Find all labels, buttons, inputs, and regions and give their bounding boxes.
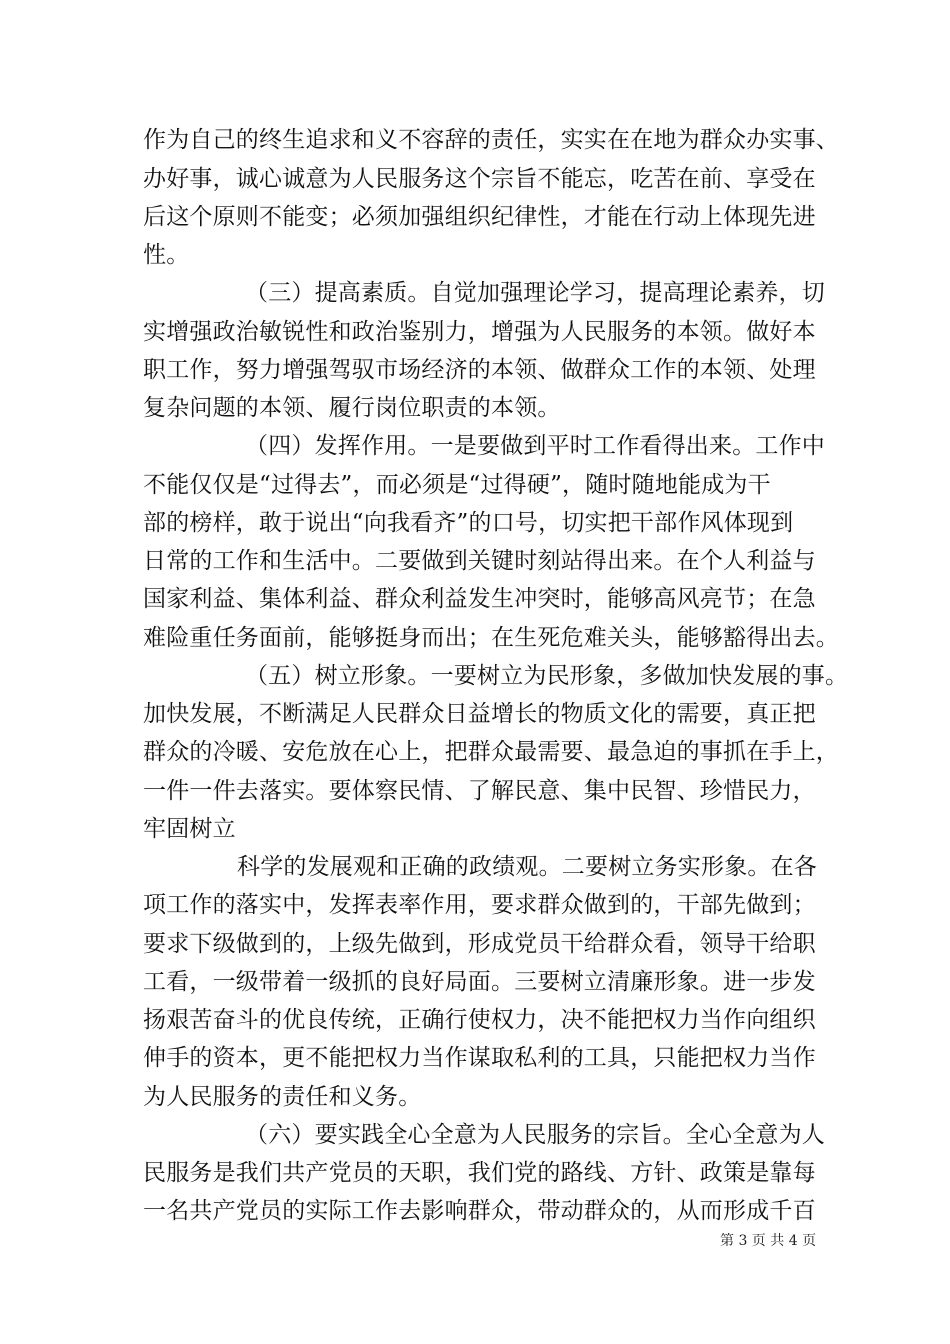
text-line: 项工作的落实中，发挥表率作用，要求群众做到的，干部先做到； xyxy=(143,892,816,918)
text-line: 复杂问题的本领、履行岗位职责的本领。 xyxy=(143,395,561,421)
text-line: 日常的工作和生活中。二要做到关键时刻站得出来。在个人利益与 xyxy=(143,548,816,574)
section-6-heading-line: （六）要实践全心全意为人民服务的宗旨。全心全意为人 xyxy=(245,1122,825,1148)
text-line: 工看，一级带着一级抓的良好局面。三要树立清廉形象。进一步发 xyxy=(143,969,816,995)
text-line: 要求下级做到的，上级先做到，形成党员干给群众看，领导干给职 xyxy=(143,931,816,957)
section-3-heading-line: （三）提高素质。自觉加强理论学习，提高理论素养，切 xyxy=(245,280,825,306)
text-line: 后这个原则不能变；必须加强组织纪律性，才能在行动上体现先进 xyxy=(143,204,816,230)
text-line: 加快发展，不断满足人民群众日益增长的物质文化的需要，真正把 xyxy=(143,701,816,727)
text-line: 不能仅仅是“过得去”，而必须是“过得硬”，随时随地能成为干 xyxy=(143,472,771,498)
text-line: 伸手的资本，更不能把权力当作谋取私利的工具，只能把权力当作 xyxy=(143,1045,816,1071)
text-line: 一件一件去落实。要体察民情、了解民意、集中民智、珍惜民力， xyxy=(143,778,816,804)
section-5-heading-line: （五）树立形象。一要树立为民形象，多做加快发展的事。 xyxy=(245,663,849,689)
text-line: 群众的冷暖、安危放在心上，把群众最需要、最急迫的事抓在手上， xyxy=(143,739,839,765)
text-line: 作为自己的终生追求和义不容辞的责任，实实在在地为群众办实事、 xyxy=(143,127,839,153)
text-line: 一名共产党员的实际工作去影响群众，带动群众的，从而形成千百 xyxy=(143,1198,816,1224)
text-line: 部的榜样，敢于说出“向我看齐”的口号，切实把干部作风体现到 xyxy=(143,510,794,536)
text-line: 牢固树立 xyxy=(143,816,236,842)
text-line: 国家利益、集体利益、群众利益发生冲突时，能够高风亮节；在急 xyxy=(143,586,816,612)
text-line: 扬艰苦奋斗的优良传统，正确行使权力，决不能把权力当作向组织 xyxy=(143,1007,816,1033)
text-line: 性。 xyxy=(143,242,190,268)
text-line: 难险重任务面前，能够挺身而出；在生死危难关头，能够豁得出去。 xyxy=(143,625,839,651)
text-line: 实增强政治敏锐性和政治鉴别力，增强为人民服务的本领。做好本 xyxy=(143,319,816,345)
section-4-heading-line: （四）发挥作用。一是要做到平时工作看得出来。工作中 xyxy=(245,433,825,459)
text-line: 职工作，努力增强驾驭市场经济的本领、做群众工作的本领、处理 xyxy=(143,357,816,383)
page-number-footer: 第 3 页 共 4 页 xyxy=(720,1233,817,1249)
text-line: 办好事，诚心诚意为人民服务这个宗旨不能忘，吃苦在前、享受在 xyxy=(143,166,816,192)
text-line: 科学的发展观和正确的政绩观。二要树立务实形象。在各 xyxy=(237,854,817,880)
text-line: 民服务是我们共产党员的天职，我们党的路线、方针、政策是靠每 xyxy=(143,1160,816,1186)
text-line: 为人民服务的责任和义务。 xyxy=(143,1084,422,1110)
